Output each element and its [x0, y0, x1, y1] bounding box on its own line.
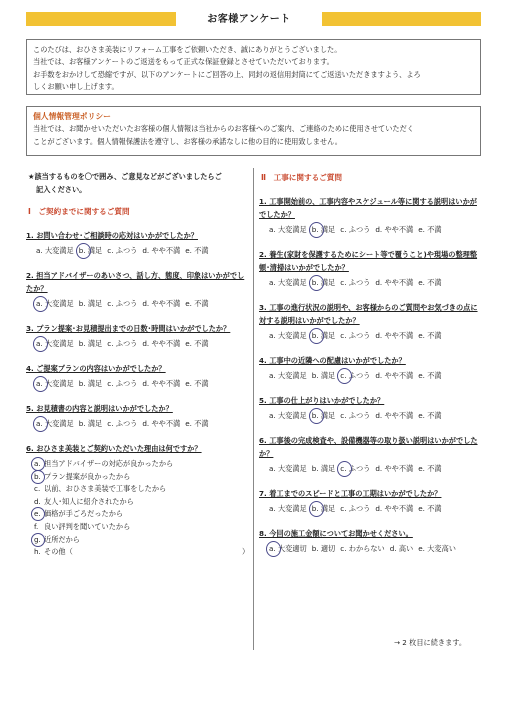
question-1 — [26, 229, 248, 257]
question-text: 3. 工事の進行状況の説明や、お客様からのご質問やお気づきの点に対する説明はいかがでしたか？ — [259, 303, 478, 325]
instruction-line: 記入ください。 — [36, 185, 87, 194]
reason-option[interactable] — [34, 458, 248, 471]
answer-option[interactable]: c. ふつう — [107, 246, 138, 255]
question-text: 2. 養生(家財を保護するためにシート等で覆うこと)や現場の整理整頓･清掃はいかがでしたか？ — [259, 250, 478, 272]
answer-option[interactable]: b. 満足 — [78, 419, 103, 428]
answer-option[interactable]: d. やや不満 — [375, 278, 414, 287]
answer-option[interactable]: b. 満足 — [311, 464, 336, 473]
answer-option[interactable]: d. やや不満 — [142, 419, 181, 428]
answer-option[interactable]: e. 不満 — [418, 225, 442, 234]
answer-option-selected[interactable]: a. 大変満足 — [36, 299, 74, 308]
reason-option[interactable] — [34, 521, 248, 534]
answer-option[interactable]: c. ふつう — [340, 331, 371, 340]
question-3 — [26, 322, 248, 350]
answer-option[interactable]: b. 満足 — [78, 299, 103, 308]
answer-option[interactable]: d. 高い — [389, 544, 414, 553]
question-text: 6. 工事後の完成検査や、設備機器等の取り扱い説明はいかがでしたか？ — [259, 436, 478, 458]
reason-key: a. — [34, 458, 44, 471]
header-bar-right — [322, 12, 481, 26]
privacy-box — [26, 106, 481, 156]
reason-option[interactable] — [34, 546, 248, 559]
answer-option-selected[interactable]: c. ふつう — [340, 464, 371, 473]
answer-options — [26, 378, 248, 390]
answer-option[interactable]: e. 不満 — [185, 246, 209, 255]
privacy-line: ことがございます。個人情報保護法を遵守し、お客様の承諾なしに他の目的に使用致しません。 — [33, 136, 342, 146]
reason-key: b. — [34, 471, 44, 484]
reason-label: プラン提案が良かったから — [44, 471, 131, 481]
answer-option[interactable]: b. 満足 — [78, 379, 103, 388]
reason-label: 担当アドバイザーの対応が良かったから — [44, 459, 174, 468]
answer-option[interactable]: e. 不満 — [185, 339, 209, 348]
section-heading-contract: Ⅰ ご契約までに関するご質問 — [28, 207, 130, 216]
question-6 — [26, 442, 248, 559]
answer-option[interactable]: d. やや不満 — [375, 371, 414, 380]
reason-key: e. — [34, 508, 44, 521]
answer-options — [26, 245, 248, 257]
question-text: 1. お問い合わせ･ご相談時の応対はいかがでしたか？ — [26, 231, 198, 240]
left-question-list — [26, 229, 248, 430]
answer-option-selected[interactable]: b. 満足 — [78, 246, 103, 255]
reason-key: d. — [34, 496, 41, 506]
answer-option[interactable]: c. ふつう — [340, 411, 371, 420]
question-text: 7. 着工までのスピードと工事の工期はいかがでしたか？ — [259, 489, 442, 498]
answer-option[interactable]: e. 不満 — [418, 464, 442, 473]
privacy-title: 個人情報管理ポリシー — [33, 112, 111, 121]
answer-option-selected[interactable]: b. 満足 — [311, 278, 336, 287]
question-text: 5. 工事の仕上がりはいかがでしたか？ — [259, 396, 385, 405]
answer-options — [259, 410, 481, 422]
answer-option[interactable]: a. 大変満足 — [269, 225, 307, 234]
answer-option-selected[interactable]: a. 大変満足 — [36, 419, 74, 428]
answer-option-selected[interactable]: b. 満足 — [311, 504, 336, 513]
answer-option[interactable]: b. 満足 — [311, 371, 336, 380]
answer-option-selected[interactable]: b. 満足 — [311, 225, 336, 234]
reason-option[interactable] — [34, 534, 248, 547]
question-3 — [259, 301, 481, 342]
reason-option[interactable] — [34, 483, 248, 496]
question-text: 5. お見積書の内容と説明はいかがでしたか？ — [26, 404, 173, 413]
reason-key: f. — [34, 521, 39, 531]
answer-option-selected[interactable]: b. 満足 — [311, 411, 336, 420]
answer-option[interactable]: c. わからない — [340, 544, 385, 553]
question-text: 1. 工事開始前の、工事内容やスケジュール等に関する説明はいかがでしたか？ — [259, 197, 477, 219]
question-text: 4. ご提案プランの内容はいかがでしたか？ — [26, 364, 166, 373]
reason-list — [26, 458, 248, 559]
answer-option[interactable]: d. やや不満 — [142, 299, 181, 308]
left-column — [26, 170, 248, 571]
answer-options — [259, 370, 481, 382]
answer-option-selected[interactable]: c. ふつう — [340, 371, 371, 380]
answer-option[interactable]: a. 大変満足 — [269, 371, 307, 380]
answer-option[interactable]: d. やや不満 — [142, 379, 181, 388]
intro-line: お手数をおかけして恐縮ですが、以下のアンケートにご回答の上、同封の返信用封筒にてご返送いただきますよう、よろ — [33, 69, 421, 79]
reason-option[interactable] — [34, 471, 248, 484]
instruction-note — [26, 170, 248, 196]
reason-label: 価格が手ごろだったから — [44, 509, 124, 519]
answer-options — [259, 224, 481, 236]
answer-option[interactable]: d. やや不満 — [375, 331, 414, 340]
question-1 — [259, 195, 481, 236]
page-title: お客様アンケート — [207, 14, 291, 25]
question-5 — [259, 394, 481, 422]
answer-option[interactable]: a. 大変満足 — [269, 504, 307, 513]
right-question-list — [259, 195, 481, 555]
answer-options — [259, 503, 481, 515]
question-text: 3. プラン提案･お見積提出までの日数･時間はいかがでしたか？ — [26, 324, 231, 333]
privacy-line: 当社では、お聞かせいただいたお客様の個人情報は当社からのお客様へのご案内、ご連絡のために使用させていただく — [33, 124, 414, 134]
question-2 — [259, 248, 481, 289]
answer-option[interactable]: b. 満足 — [78, 339, 103, 348]
question-7 — [259, 487, 481, 515]
answer-option[interactable]: d. やや不満 — [375, 504, 414, 513]
reason-label: 良い評判を聞いていたから — [44, 521, 131, 531]
answer-option-selected[interactable]: a. 大変適切 — [269, 544, 307, 553]
intro-line: このたびは、おひさま美装にリフォーム工事をご依頼いただき、誠にありがとうございました。 — [33, 45, 342, 54]
question-4 — [26, 362, 248, 390]
continue-note: → 2 枚目に続きます。 — [394, 638, 467, 647]
answer-option-selected[interactable]: a. 大変満足 — [36, 379, 74, 388]
intro-box — [26, 39, 481, 95]
answer-option[interactable]: b. 適切 — [311, 544, 336, 553]
section-heading-construction: Ⅱ 工事に関するご質問 — [261, 173, 342, 182]
answer-option[interactable]: a. 大変満足 — [269, 331, 307, 340]
answer-option[interactable]: e. 不満 — [185, 379, 209, 388]
answer-options — [26, 418, 248, 430]
instruction-line: ★該当するものを〇で囲み、ご意見などがございましたらご — [28, 172, 222, 181]
header-bar-left — [26, 12, 176, 26]
answer-option[interactable]: d. やや不満 — [375, 411, 414, 420]
column-divider — [253, 168, 254, 650]
reason-key: h. — [34, 547, 41, 557]
answer-options — [259, 463, 481, 475]
question-text: 4. 工事中の近隣への配慮はいかがでしたか？ — [259, 356, 406, 365]
answer-option[interactable]: a. 大変満足 — [269, 411, 307, 420]
question-text: 2. 担当アドバイザーのあいさつ、話し方、態度、印象はいかがでしたか？ — [26, 271, 245, 293]
answer-option[interactable]: e. 不満 — [185, 419, 209, 428]
other-close-paren: ） — [242, 547, 250, 557]
answer-option[interactable]: c. ふつう — [107, 419, 138, 428]
answer-option-selected[interactable]: b. 満足 — [311, 331, 336, 340]
answer-option[interactable]: e. 大変高い — [418, 544, 456, 553]
answer-option[interactable]: e. 不満 — [418, 371, 442, 380]
answer-option[interactable]: c. ふつう — [340, 278, 371, 287]
reason-key: g. — [34, 534, 44, 547]
answer-options — [259, 543, 481, 555]
answer-option[interactable]: c. ふつう — [340, 504, 371, 513]
answer-option[interactable]: e. 不満 — [418, 278, 442, 287]
reason-option[interactable] — [34, 508, 248, 521]
reason-label: 以前、おひさま美装で工事をしたから — [44, 484, 167, 494]
reason-label: 友人･知人に紹介されたから — [44, 496, 134, 506]
answer-options — [259, 277, 481, 289]
answer-option[interactable]: c. ふつう — [340, 225, 371, 234]
answer-option[interactable]: d. やや不満 — [375, 225, 414, 234]
answer-option[interactable]: e. 不満 — [185, 299, 209, 308]
answer-options — [26, 338, 248, 350]
answer-option[interactable]: d. やや不満 — [142, 339, 181, 348]
answer-option[interactable]: d. やや不満 — [142, 246, 181, 255]
answer-option[interactable]: a. 大変満足 — [269, 464, 307, 473]
answer-option[interactable]: a. 大変満足 — [36, 246, 74, 255]
answer-option[interactable]: c. ふつう — [107, 299, 138, 308]
answer-option[interactable]: c. ふつう — [107, 379, 138, 388]
answer-option-selected[interactable]: a. 大変満足 — [36, 339, 74, 348]
answer-options — [26, 298, 248, 310]
answer-option[interactable]: e. 不満 — [418, 411, 442, 420]
intro-line: 当社では、お客様アンケートのご返送をもって正式な保証登録とさせていただいております。 — [33, 57, 334, 67]
question-text: 6. おひさま美装とご契約いただいた理由は何ですか？ — [26, 444, 202, 453]
question-5 — [26, 402, 248, 430]
question-2 — [26, 269, 248, 310]
reason-label: その他（ — [44, 547, 73, 557]
reason-option[interactable] — [34, 496, 248, 509]
intro-line: しくお願い申し上げます。 — [33, 82, 119, 92]
reason-label: 近所だから — [44, 534, 80, 544]
answer-option[interactable]: e. 不満 — [418, 504, 442, 513]
question-8 — [259, 527, 481, 555]
answer-option[interactable]: d. やや不満 — [375, 464, 414, 473]
answer-option[interactable]: c. ふつう — [107, 339, 138, 348]
reason-key: c. — [34, 484, 41, 494]
question-6 — [259, 434, 481, 475]
question-4 — [259, 354, 481, 382]
answer-options — [259, 330, 481, 342]
answer-option[interactable]: a. 大変満足 — [269, 278, 307, 287]
question-text: 8. 今回の施工金額についてお聞かせください。 — [259, 529, 413, 538]
right-column — [259, 170, 481, 567]
answer-option[interactable]: e. 不満 — [418, 331, 442, 340]
